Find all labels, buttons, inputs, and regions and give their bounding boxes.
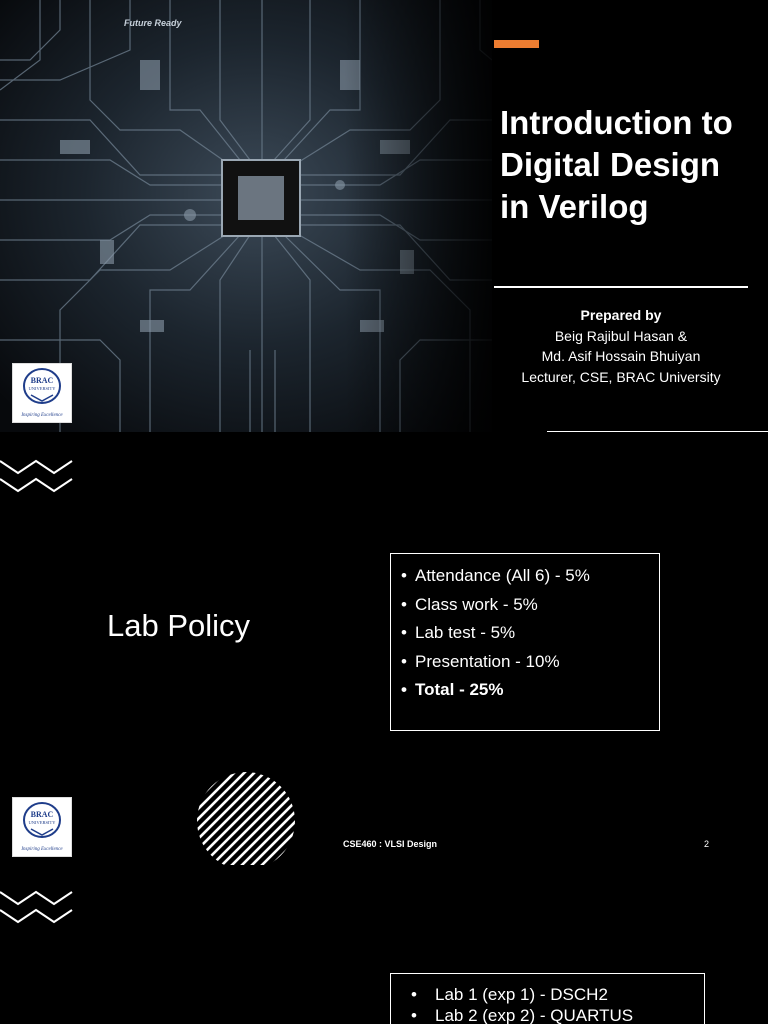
- section-heading: Lab Policy: [107, 608, 251, 643]
- circuit-board-image: [0, 0, 492, 432]
- policy-list-box: [390, 553, 660, 731]
- brac-logo: [12, 363, 72, 423]
- svg-text:Inspiring Excellence: Inspiring Excellence: [21, 847, 63, 852]
- svg-text:UNIVERSITY: UNIVERSITY: [28, 386, 56, 391]
- list-item: • Presentation - 10%: [401, 648, 649, 677]
- prepared-by-label: Prepared by: [580, 307, 662, 323]
- list-item: • Attendance (All 6) - 5%: [401, 562, 649, 591]
- slide-title: Introduction to Digital Design in Verilog: [500, 104, 733, 225]
- page-number: 2: [704, 839, 710, 849]
- zigzag-decoration: [0, 886, 76, 930]
- title-divider: [494, 286, 748, 288]
- bottom-divider: [547, 431, 768, 432]
- svg-text:BRAC: BRAC: [30, 376, 54, 385]
- svg-text:BRAC: BRAC: [30, 810, 54, 819]
- affiliation: Lecturer, CSE, BRAC University: [521, 368, 721, 385]
- labs-slide: [0, 866, 768, 1024]
- accent-bar: [494, 40, 539, 48]
- list-item-total: • Total - 25%: [401, 676, 649, 705]
- brac-logo: [12, 797, 72, 857]
- list-item: • Class work - 5%: [401, 591, 649, 620]
- list-item: • Lab 1 (exp 1) - DSCH2: [401, 984, 694, 1005]
- footer-course: CSE460 : VLSI Design: [343, 839, 438, 849]
- lab-policy-slide: [0, 433, 768, 865]
- zigzag-decoration: [0, 455, 76, 499]
- list-item: • Lab test - 5%: [401, 619, 649, 648]
- list-item: • Lab 2 (exp 2) - QUARTUS: [401, 1005, 694, 1024]
- title-slide: [0, 0, 768, 432]
- svg-text:UNIVERSITY: UNIVERSITY: [28, 820, 56, 825]
- svg-text:Inspiring Excellence: Inspiring Excellence: [21, 413, 63, 418]
- credits: [494, 305, 748, 387]
- author-2: Md. Asif Hossain Bhuiyan: [541, 348, 701, 364]
- labs-list-box: [390, 973, 705, 1024]
- labs-list: [401, 984, 694, 1024]
- striped-circle-decoration: [196, 771, 296, 865]
- author-1: Beig Rajibul Hasan &: [554, 327, 688, 344]
- policy-list: [401, 562, 649, 705]
